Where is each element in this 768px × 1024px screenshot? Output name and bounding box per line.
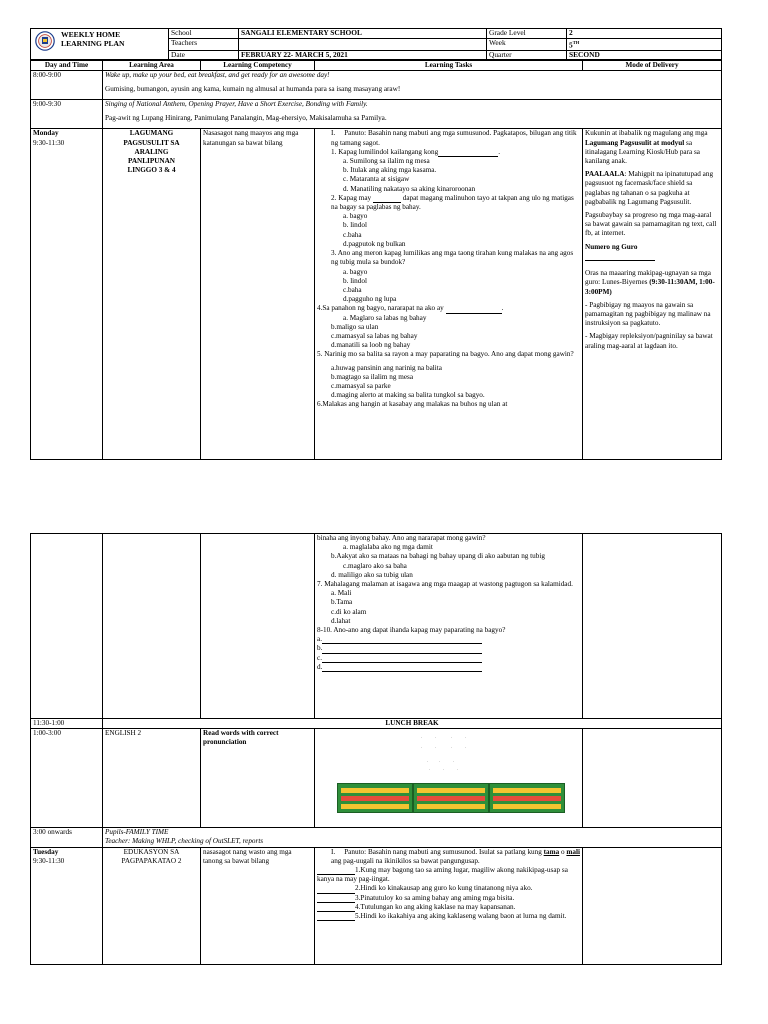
teachers-label: Teachers	[169, 38, 239, 50]
plan-title-line2: LEARNING PLAN	[61, 38, 125, 48]
english-competency: Read words with correct pronunciation	[201, 729, 315, 828]
monday-competency: Nasasagot nang maayos ang mga katanungan sa bawat bilang	[201, 129, 315, 460]
cont-day-time	[31, 534, 103, 719]
date-label: Date	[169, 50, 239, 60]
routine2-text: Singing of National Anthem, Opening Prayer, Have a Short Exercise, Bonding with Family. Pag-awit ng Lupang Hinirang, Panimulang Panalangin, Mag-ehersiyo, Makisalamuha sa Pamilya.	[103, 100, 722, 129]
routine1-time: 8:00-9:00	[31, 71, 103, 100]
monday-mode-of-delivery: Kukunin at ibabalik ng magulang ang mga Lagumang Pagsusulit at modyul sa itinalagang Learning Kiosk/Hub para sa kanilang anak. PAALAALA: Mahigpit na ipinatutupad ang pagsusuot ng facemask/face shield sa paglabas ng tahanan o sa pagkuha at pagbabalik ng Lagumang Pagsusulit. Pagsubaybay sa progreso ng mga mag-aaral sa bawat gawain sa pamamagitan ng text, call fb, at internet. Numero ng Guro Oras na maaaring makipag-ugnayan sa mga guro: Lunes-Biyernes (9:30-11:30AM, 1:00-3:00PM) - Pagbibigay ng maayos na gawain sa pamamagitan ng pagbibigay ng malinaw na instruksiyon sa pagkatuto. - Magbigay repleksiyon/pagninilay sa bawat araling mag-aaral at lagdaan ito.	[583, 129, 722, 460]
quarter-label: Quarter	[487, 50, 567, 60]
english-tasks	[315, 729, 583, 828]
family-time-text: Pupils-FAMILY TIME Teacher: Making WHLP, checking of OutSLET, reports	[103, 828, 722, 847]
routine2-time: 9:00-9:30	[31, 100, 103, 129]
english-mode-of-delivery	[583, 729, 722, 828]
cont-tasks: binaha ang inyong bahay. Ano ang nararapat mong gawin? a. maglalaba ako ng mga damit b.Aakyat ako sa mataas na bahagi ng bahay upang di ako aabutan ng tubig c.maglaro ako sa baha d. maliligo ako sa tubig ulan 7. Mahalagang malaman at isagawa ang mga maagap at wastong pagtugon sa kalamidad. a. Mali b.Tama c.di ko alam d.lahat 8-10. Ano-ano ang dapat ihanda kapag may paparating na bagyo? a. b. c. d.	[315, 534, 583, 719]
col-day-time: Day and Time	[31, 61, 103, 71]
teachers-value	[239, 38, 487, 50]
col-learning-competency: Learning Competency	[201, 61, 315, 71]
cont-mode-of-delivery	[583, 534, 722, 719]
monday-tasks: I. Panuto: Basahin nang mabuti ang mga sumusunod. Pagkatapos, bilugan ang titik ng tamang sagot. 1. Kapag lumilindol kailangang kong . a. Sumilong sa ilalim ng mesa b. Itulak ang aking mga kasama. c. Mataranta at sisigaw d. Manatiling nakatayo sa aking kinaroroonan 2. Kapag may dapat magang malinuhon tayo at takpan ang ulo ng matigas na bagay sa paglabas ng bahay. a. bagyo b. lindol c.baha d.pagputok ng bulkan 3. Ano ang meron kapag lumilikas ang mga taong tirahan kung malakas na ang agos ng tubig mula sa bundok? a. bagyo b. lindol c.baha d.pagguho ng lupa 4.Sa panahon ng bagyo, nararapat na ako ay . a. Maglaro sa labas ng bahay b.maligo sa ulan c.mamasyal sa labas ng bahay d.manatili sa loob ng bahay 5. Narinig mo sa balita sa rayon a may paparating na bagyo. Ano ang dapat mong gawin? a.huwag pansinin ang narinig na balita b.magtago sa ilalim ng mesa c.mamasyal sa parke d.maging alerto at making sa balita tungkol sa bagyo. 6.Malakas ang hangin at kasabay ang malakas na buhos ng ulan at	[315, 129, 583, 460]
english-time: 1:00-3:00	[31, 729, 103, 828]
deped-seal-icon	[35, 31, 55, 51]
lunch-time: 11:30-1:00	[31, 719, 103, 729]
week-label: Week	[487, 38, 567, 50]
school-label: School	[169, 29, 239, 39]
routine1-text: Wake up, make up your bed, eat breakfast, and get ready for an awesome day! Gumising, bumangon, ayusin ang kama, kumain ng almusal at humanda para sa isang masayang araw!	[103, 71, 722, 100]
school-value: SANGALI ELEMENTARY SCHOOL	[239, 29, 487, 39]
cont-learning-area	[103, 534, 201, 719]
word-card-3	[489, 783, 565, 813]
cont-competency	[201, 534, 315, 719]
col-learning-area: Learning Area	[103, 61, 201, 71]
tuesday-day-time: Tuesday 9:30-11:30	[31, 847, 103, 964]
week-value: 5TH	[567, 38, 722, 50]
monday-day-time: Monday 9:30-11:30	[31, 129, 103, 460]
schedule-table-continued	[30, 533, 722, 965]
page-2	[30, 533, 721, 975]
col-mode-of-delivery: Mode of Delivery	[583, 61, 722, 71]
tuesday-competency: nasasagot nang wasto ang mga tanong sa bawat bilang	[201, 847, 315, 964]
quarter-value: SECOND	[567, 50, 722, 60]
family-time: 3:00 onwards	[31, 828, 103, 847]
schedule-table	[30, 60, 722, 460]
grade-value: 2	[567, 29, 722, 39]
tuesday-learning-area: EDUKASYON SA PAGPAPAKATAO 2	[103, 847, 201, 964]
plan-title-line1: WEEKLY HOME	[61, 30, 121, 39]
date-value: FEBRUARY 22- MARCH 5, 2021	[239, 50, 487, 60]
monday-learning-area: LAGUMANG PAGSUSULIT SA ARALING PANLIPUNAN LINGGO 3 & 4	[103, 129, 201, 460]
word-card-2	[413, 783, 489, 813]
header-table	[30, 28, 722, 60]
tuesday-tasks: I. Panuto: Basahin nang mabuti ang sumusunod. Isulat sa patlang kung tama o mali ang pag-uugali na ikinikilos sa bawat pangungusap. 1.Kung may bagong tao sa aming lugar, magiliw akong nakikipag-usap sa kanya na may pag-iingat. 2.Hindi ko kinakausap ang guro ko kung tinatanong niya ako. 3.Pinatutuloy ko sa aming bahay ang aming mga bisita. 4.Tutulungan ko ang aking kaklase na may kapansanan. 5.Hindi ko ikakahiya ang aking kaklaseng walang baon at luma ng damit.	[315, 847, 583, 964]
english-area: ENGLISH 2	[103, 729, 201, 828]
col-learning-tasks: Learning Tasks	[315, 61, 583, 71]
lunch-break: LUNCH BREAK	[103, 719, 722, 729]
word-cards-image: - - - - - - - - - - - - - -	[317, 729, 580, 825]
page-1	[30, 28, 721, 470]
tuesday-mode-of-delivery	[583, 847, 722, 964]
logo-title-cell	[31, 29, 169, 60]
word-card-1	[337, 783, 413, 813]
grade-label: Grade Level	[487, 29, 567, 39]
